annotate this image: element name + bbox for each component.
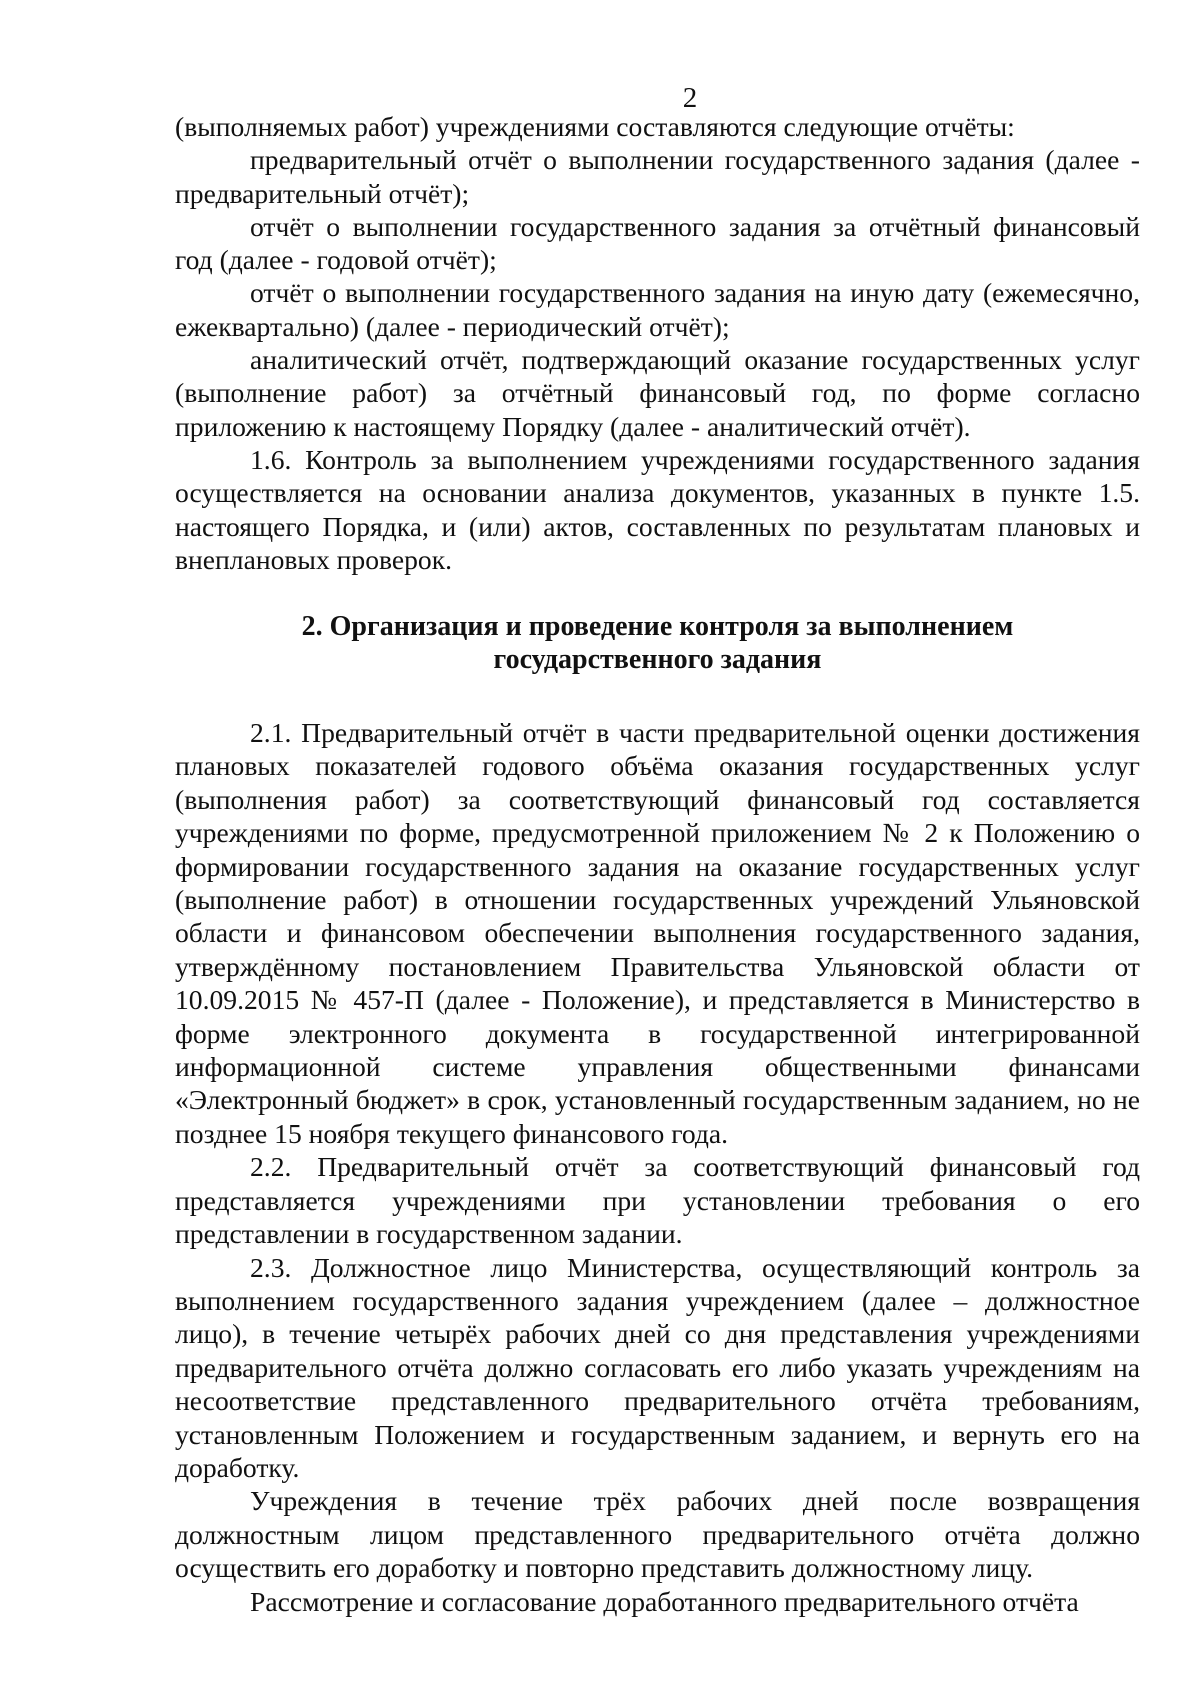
paragraph-periodic-report: отчёт о выполнении государственного задания на иную дату (ежемесячно, ежеквартально) (далее - периодический отчёт); <box>175 277 1140 342</box>
section-2-text <box>175 716 1140 1618</box>
paragraph-2-1: 2.1. Предварительный отчёт в части предварительной оценки достижения плановых показателей годового объёма оказания государственных услуг (выполнения работ) за соответствующий финансовый год составляется учреждениями по форме, предусмотренной приложением № 2 к Положению о формировании государственного задания на оказание государственных услуг (выполнение работ) в отношении государственных учреждений Ульяновской области и финансовом обеспечении выполнения государственного задания, утверждённому постановлением Правительства Ульяновской области от 10.09.2015 № 457-П (далее - Положение), и представляется в Министерство в форме электронного документа в государственной интегрированной информационной системе управления общественными финансами «Электронный бюджет» в срок, установленный государственным заданием, но не позднее 15 ноября текущего финансового года. <box>175 717 1140 1149</box>
section-2-heading-line-1: 2. Организация и проведение контроля за выполнением <box>301 611 1014 642</box>
paragraph-preliminary-report: предварительный отчёт о выполнении государственного задания (далее - предварительный отчёт); <box>175 144 1140 209</box>
page-number: 2 <box>682 82 698 114</box>
paragraph-institutions-revision: Учреждения в течение трёх рабочих дней после возвращения должностным лицом представленного предварительного отчёта должно осуществить его доработку и повторно представить должностному лицу. <box>175 1485 1140 1584</box>
section-2-heading-line-2: государственного задания <box>493 644 822 675</box>
paragraph-2-3: 2.3. Должностное лицо Министерства, осуществляющий контроль за выполнением государственного задания учреждением (далее – должностное лицо), в течение четырёх рабочих дней со дня представления учреждениями предварительного отчёта должно согласовать его либо указать учреждениям на несоответствие представленного предварительного отчёта требованиям, установленным Положением и государственным заданием, и вернуть его на доработку. <box>175 1251 1140 1483</box>
paragraph-continuation: (выполняемых работ) учреждениями составляются следующие отчёты: <box>175 111 1015 142</box>
paragraph-analytic-report: аналитический отчёт, подтверждающий оказание государственных услуг (выполнение работ) за отчётный финансовый год, по форме согласно приложению к настоящему Порядку (далее - аналитический отчёт). <box>175 344 1140 442</box>
paragraph-2-2: 2.2. Предварительный отчёт за соответствующий финансовый год представляется учреждениями при установлении требования о его представлении в государственном задании. <box>175 1151 1140 1250</box>
paragraph-review-approval: Рассмотрение и согласование доработанного предварительного отчёта <box>250 1585 1079 1617</box>
paragraph-1-6: 1.6. Контроль за выполнением учреждениями государственного задания осуществляется на основании анализа документов, указанных в пункте 1.5. настоящего Порядка, и (или) актов, составленных по результатам плановых и внеплановых проверок. <box>175 443 1140 575</box>
section-2-heading <box>175 610 1140 676</box>
section-1-text <box>175 110 1140 576</box>
paragraph-annual-report: отчёт о выполнении государственного задания за отчётный финансовый год (далее - годовой отчёт); <box>175 210 1140 276</box>
